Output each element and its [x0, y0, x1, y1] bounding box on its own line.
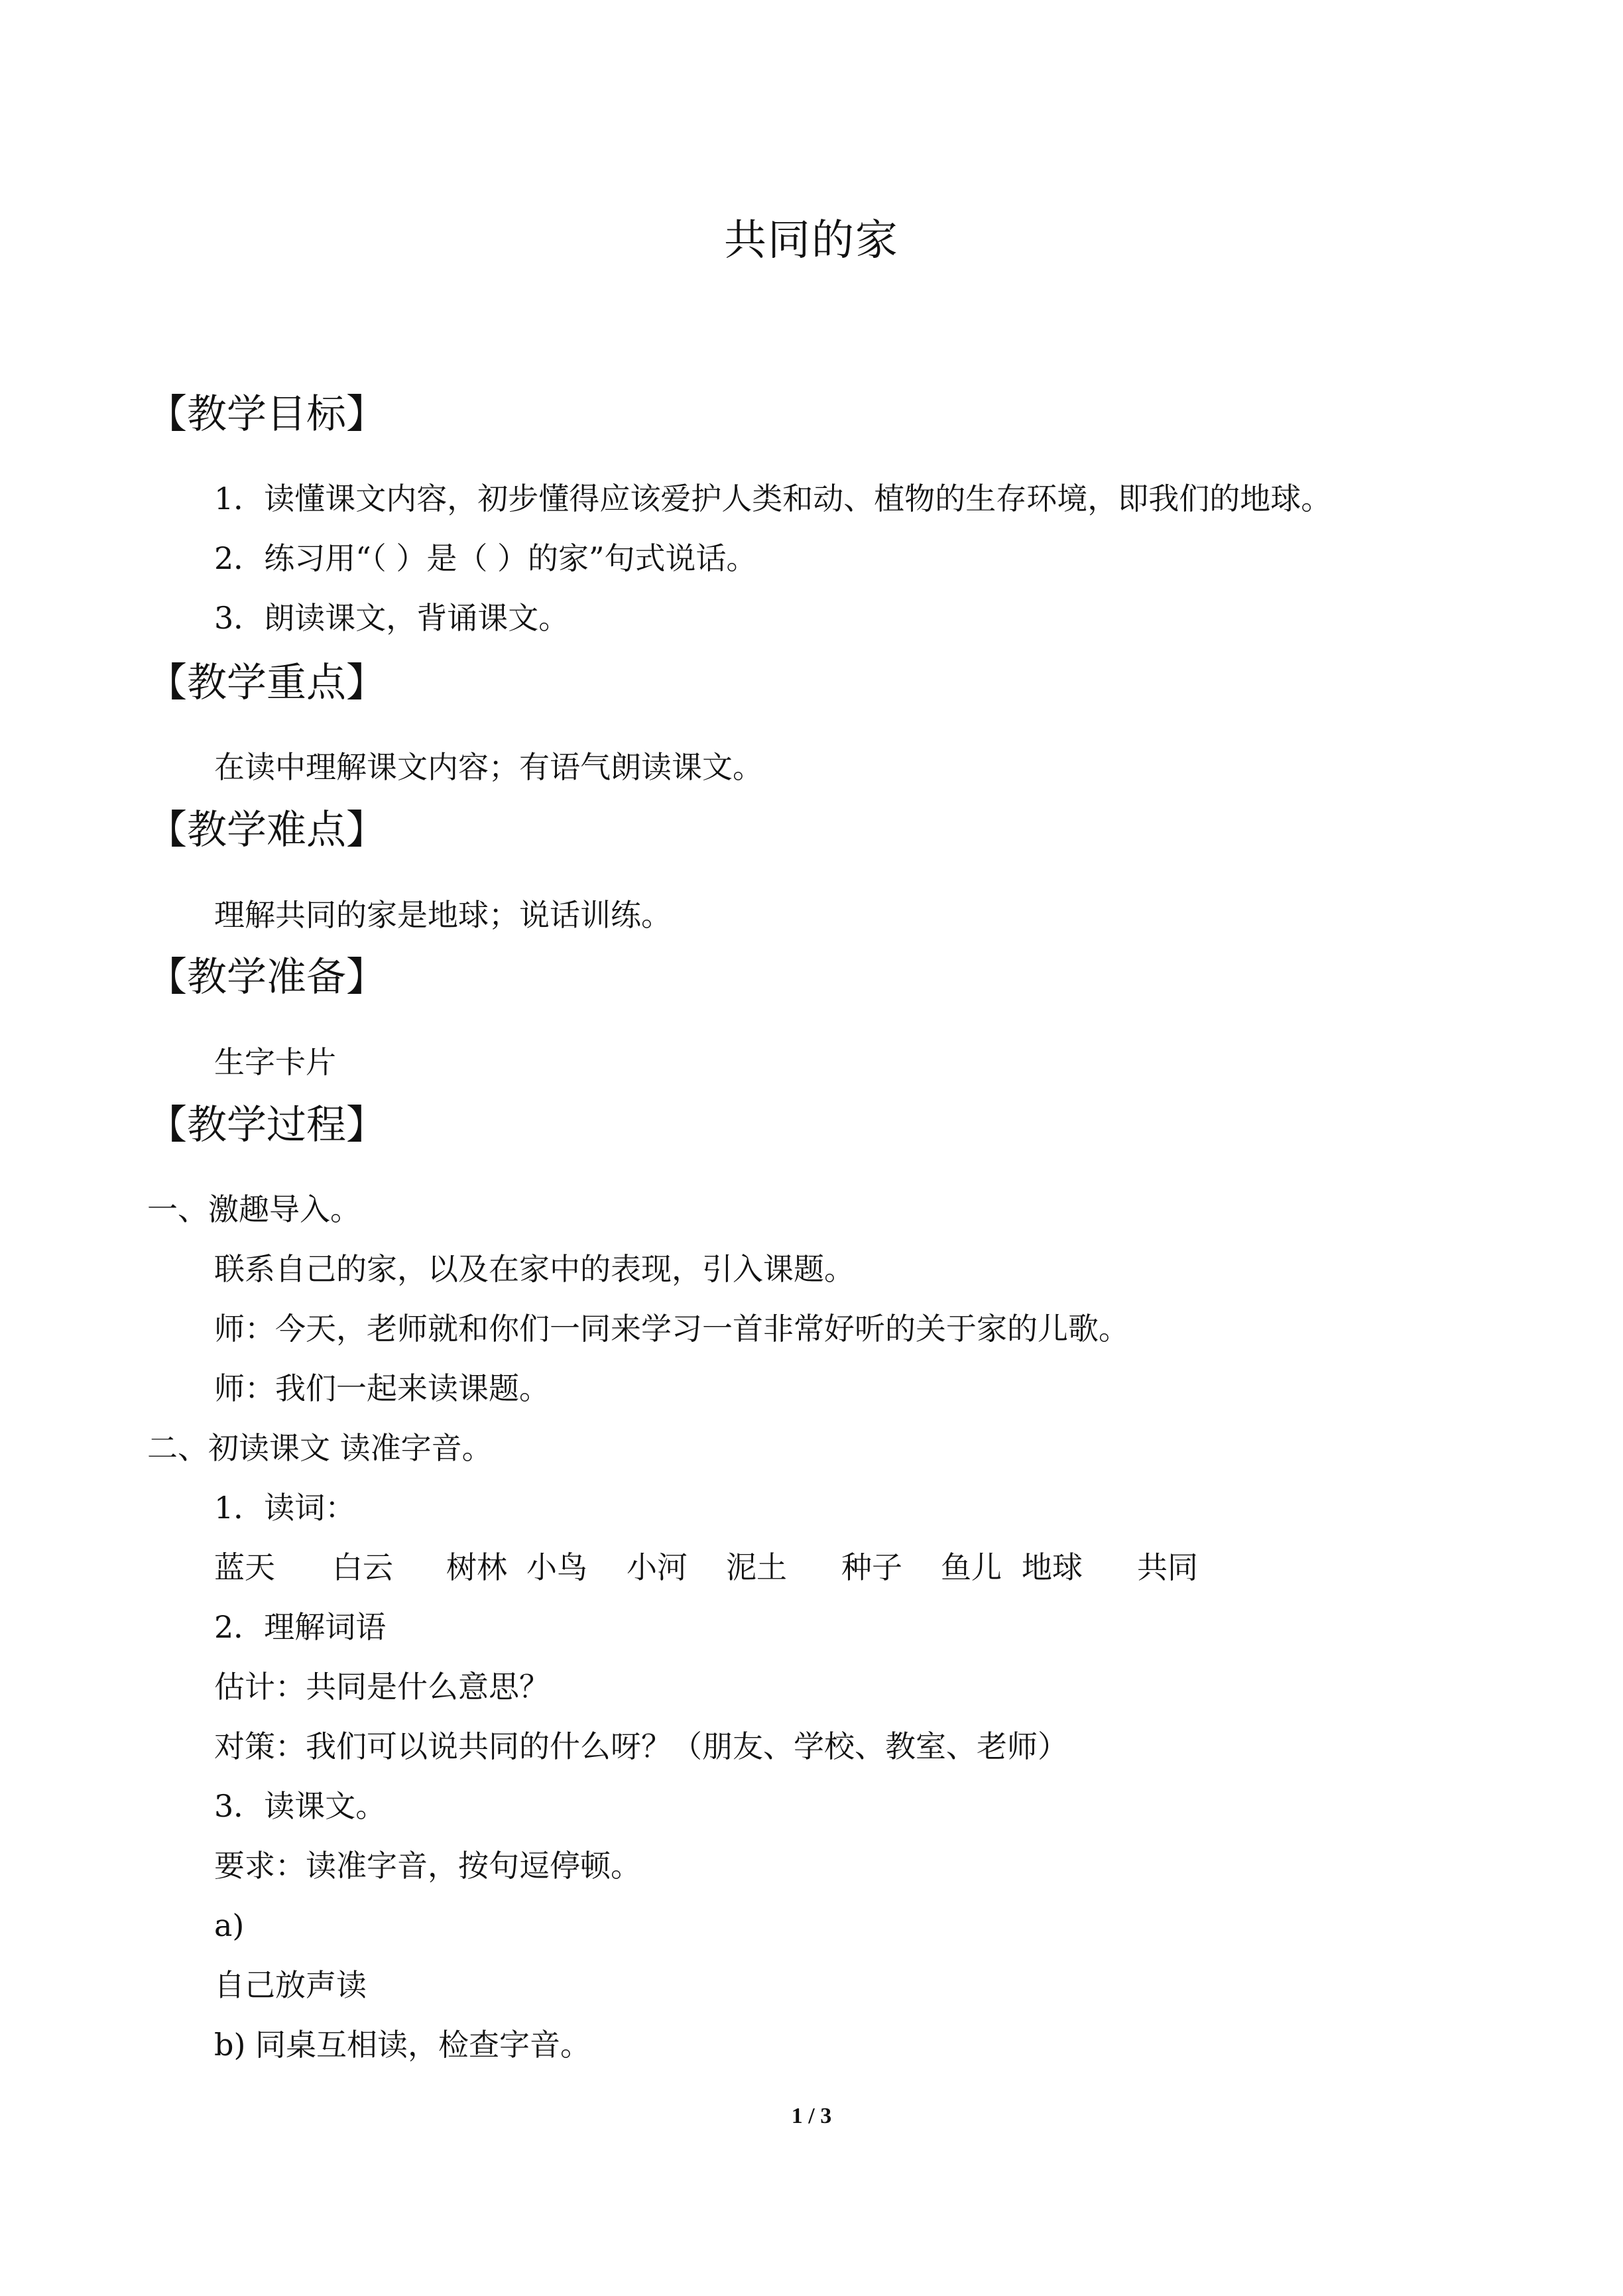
process-part1-line-3: 师：我们一起来读课题。 — [214, 1370, 550, 1406]
word-item: 白云 — [332, 1549, 393, 1585]
word-item: 泥土 — [726, 1549, 787, 1585]
preparation-text: 生字卡片 — [214, 1044, 336, 1080]
process-part1-line-1: 联系自己的家，以及在家中的表现，引入课题。 — [214, 1251, 855, 1287]
step-b-line: b) 同桌互相读，检查字音。 — [214, 2027, 591, 2063]
heading-difficulties: 【教学难点】 — [147, 807, 386, 853]
read-words-label: 1．读词： — [214, 1490, 356, 1526]
step-a-marker: a) — [214, 1907, 245, 1943]
process-part1-title: 一、激趣导入。 — [147, 1191, 361, 1227]
heading-key-points: 【教学重点】 — [147, 660, 386, 706]
heading-objectives: 【教学目标】 — [147, 391, 386, 438]
word-item: 地球 — [1022, 1549, 1083, 1585]
difficulties-text: 理解共同的家是地球；说话训练。 — [214, 897, 672, 933]
page-title: 共同的家 — [724, 216, 899, 265]
strategy-line: 对策：我们可以说共同的什么呀？（朋友、学校、教室、老师） — [214, 1728, 1068, 1764]
requirement-line: 要求：读准字音，按句逗停顿。 — [214, 1848, 641, 1884]
understand-words-label: 2．理解词语 — [214, 1609, 387, 1645]
word-item: 种子 — [841, 1549, 902, 1585]
objective-item-2: 2．练习用“（ ）是（ ）的家”句式说话。 — [214, 540, 757, 576]
page-indicator: 1 / 3 — [791, 2104, 832, 2128]
word-item: 共同 — [1137, 1549, 1198, 1585]
heading-preparation: 【教学准备】 — [147, 954, 386, 1000]
estimate-line: 估计：共同是什么意思？ — [214, 1669, 550, 1705]
heading-process: 【教学过程】 — [147, 1102, 386, 1148]
objective-item-1: 1．读懂课文内容，初步懂得应该爱护人类和动、植物的生存环境，即我们的地球。 — [214, 481, 1332, 516]
step-a-text: 自己放声读 — [214, 1967, 367, 2003]
process-part1-line-2: 师：今天，老师就和你们一同来学习一首非常好听的关于家的儿歌。 — [214, 1311, 1129, 1347]
word-item: 树林 — [446, 1549, 507, 1585]
word-item: 鱼儿 — [941, 1549, 1002, 1585]
objective-item-3: 3．朗读课文，背诵课文。 — [214, 600, 570, 636]
process-part2-title: 二、初读课文 读准字音。 — [147, 1430, 493, 1466]
word-item: 小河 — [627, 1549, 688, 1585]
read-text-label: 3．读课文。 — [214, 1788, 387, 1824]
key-points-text: 在读中理解课文内容；有语气朗读课文。 — [214, 749, 763, 785]
word-item: 蓝天 — [214, 1549, 275, 1585]
word-item: 小鸟 — [526, 1549, 587, 1585]
